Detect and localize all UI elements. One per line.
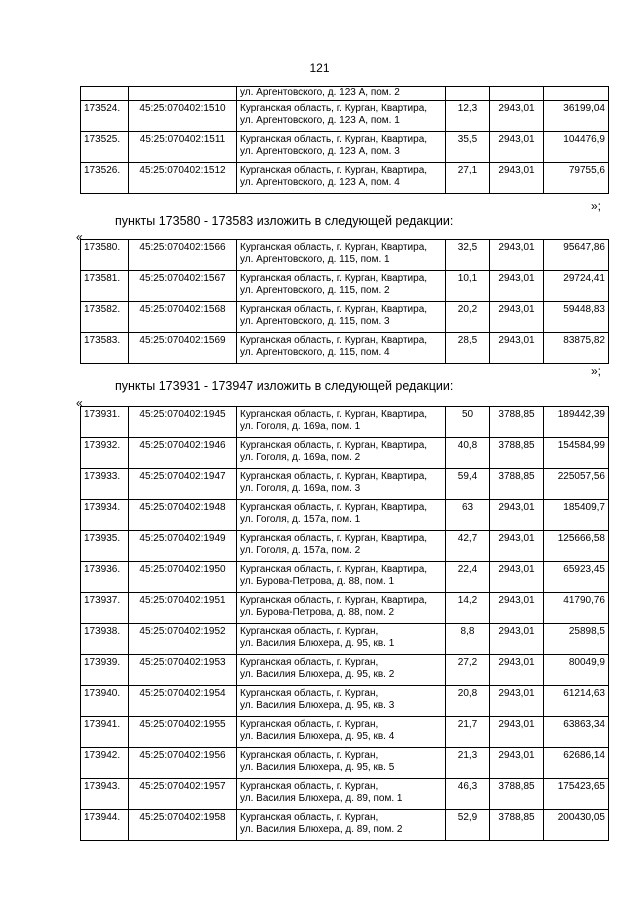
address — [237, 624, 446, 655]
address-line-2: ул. Гоголя, д. 157а, пом. 1 — [240, 514, 361, 525]
area-value: 22,4 — [446, 562, 490, 593]
records-table-2 — [80, 239, 609, 364]
address — [237, 240, 446, 271]
address-line-1: Курганская область, г. Курган, — [240, 626, 379, 637]
cadastral-number: 45:25:070402:1948 — [129, 500, 237, 531]
record-number: 173932. — [81, 438, 129, 469]
rate-value: 2943,01 — [490, 531, 544, 562]
address — [237, 333, 446, 364]
area-value: 32,5 — [446, 240, 490, 271]
address-line-2: ул. Василия Блюхера, д. 95, кв. 4 — [240, 731, 395, 742]
table-row — [81, 302, 609, 333]
closing-quote: »; — [591, 364, 602, 378]
amendment-instruction: пункты 173931 - 173947 изложить в следующей редакции: — [115, 379, 454, 393]
cadastral-number: 45:25:070402:1950 — [129, 562, 237, 593]
record-number: 173934. — [81, 500, 129, 531]
cadastral-number: 45:25:070402:1945 — [129, 407, 237, 438]
record-number: 173943. — [81, 779, 129, 810]
cadastral-number: 45:25:070402:1566 — [129, 240, 237, 271]
address — [237, 779, 446, 810]
closing-quote: »; — [591, 199, 602, 213]
area-value: 8,8 — [446, 624, 490, 655]
cost-value: 95647,86 — [544, 240, 609, 271]
table-row — [81, 655, 609, 686]
record-number: 173944. — [81, 810, 129, 841]
area-value: 50 — [446, 407, 490, 438]
record-number: 173933. — [81, 469, 129, 500]
table-row — [81, 333, 609, 364]
cost-value: 185409,7 — [544, 500, 609, 531]
address-line-1: Курганская область, г. Курган, — [240, 750, 379, 761]
address-line-2: ул. Аргентовского, д. 115, пом. 2 — [240, 285, 390, 296]
cost-value: 63863,34 — [544, 717, 609, 748]
address-line-2: ул. Гоголя, д. 169а, пом. 3 — [240, 483, 361, 494]
area-value: 28,5 — [446, 333, 490, 364]
cadastral-number: 45:25:070402:1946 — [129, 438, 237, 469]
rate-value: 2943,01 — [490, 748, 544, 779]
cost-value: 83875,82 — [544, 333, 609, 364]
record-number: 173526. — [81, 163, 129, 194]
address — [237, 655, 446, 686]
address-line-1: Курганская область, г. Курган, Квартира, — [240, 304, 428, 315]
address — [237, 132, 446, 163]
record-number: 173940. — [81, 686, 129, 717]
address-line-2: ул. Аргентовского, д. 115, пом. 1 — [240, 254, 390, 265]
address-line-2: ул. Василия Блюхера, д. 95, кв. 1 — [240, 638, 395, 649]
address-line-2: ул. Аргентовского, д. 115, пом. 3 — [240, 316, 390, 327]
address — [237, 562, 446, 593]
cost-value: 104476,9 — [544, 132, 609, 163]
address — [237, 469, 446, 500]
area-value: 21,7 — [446, 717, 490, 748]
area-value: 46,3 — [446, 779, 490, 810]
table-row — [81, 163, 609, 194]
area-value: 35,5 — [446, 132, 490, 163]
record-number: 173936. — [81, 562, 129, 593]
address — [237, 271, 446, 302]
address — [237, 686, 446, 717]
cadastral-number: 45:25:070402:1956 — [129, 748, 237, 779]
area-value: 52,9 — [446, 810, 490, 841]
table-row — [81, 101, 609, 132]
table-row — [81, 624, 609, 655]
amendment-instruction: пункты 173580 - 173583 изложить в следующей редакции: — [115, 214, 454, 228]
cadastral-number: 45:25:070402:1952 — [129, 624, 237, 655]
cost-value: 59448,83 — [544, 302, 609, 333]
rate-value: 2943,01 — [490, 717, 544, 748]
table-row — [81, 469, 609, 500]
record-number: 173942. — [81, 748, 129, 779]
cost-value: 80049,9 — [544, 655, 609, 686]
area-value: 59,4 — [446, 469, 490, 500]
address-line-2: ул. Гоголя, д. 157а, пом. 2 — [240, 545, 361, 556]
area-value: 27,1 — [446, 163, 490, 194]
cost-value: 200430,05 — [544, 810, 609, 841]
table-row — [81, 748, 609, 779]
record-number: 173524. — [81, 101, 129, 132]
address-line-1: Курганская область, г. Курган, Квартира, — [240, 471, 428, 482]
record-number: 173583. — [81, 333, 129, 364]
address-line-1: Курганская область, г. Курган, Квартира, — [240, 134, 428, 145]
address-line-2: ул. Василия Блюхера, д. 89, пом. 2 — [240, 824, 403, 835]
table-row — [81, 531, 609, 562]
records-table-1 — [80, 86, 609, 194]
cadastral-number: 45:25:070402:1511 — [129, 132, 237, 163]
address-line-1: Курганская область, г. Курган, Квартира, — [240, 440, 428, 451]
table-row — [81, 438, 609, 469]
address-line-2: ул. Аргентовского, д. 115, пом. 4 — [240, 347, 390, 358]
address-line-1: Курганская область, г. Курган, — [240, 781, 379, 792]
cadastral-number: 45:25:070402:1958 — [129, 810, 237, 841]
address-line-2: ул. Василия Блюхера, д. 89, пом. 1 — [240, 793, 403, 804]
opening-quote: « — [76, 396, 83, 410]
address-line-1: Курганская область, г. Курган, Квартира, — [240, 273, 428, 284]
address — [237, 500, 446, 531]
address-line-2: ул. Василия Блюхера, д. 95, кв. 5 — [240, 762, 395, 773]
address-line-2: ул. Аргентовского, д. 123 А, пом. 3 — [240, 146, 400, 157]
table-row — [81, 810, 609, 841]
rate-value: 2943,01 — [490, 302, 544, 333]
record-number: 173937. — [81, 593, 129, 624]
area-value: 42,7 — [446, 531, 490, 562]
rate-value: 3788,85 — [490, 438, 544, 469]
record-number: 173941. — [81, 717, 129, 748]
record-number: 173935. — [81, 531, 129, 562]
table-row — [81, 132, 609, 163]
address — [237, 163, 446, 194]
cost-value: 62686,14 — [544, 748, 609, 779]
rate-value: 2943,01 — [490, 686, 544, 717]
cadastral-number: 45:25:070402:1951 — [129, 593, 237, 624]
records-table-3 — [80, 406, 609, 841]
table-row — [81, 593, 609, 624]
cost-value: 61214,63 — [544, 686, 609, 717]
table-row-continuation — [81, 87, 609, 101]
cadastral-number: 45:25:070402:1947 — [129, 469, 237, 500]
record-number: 173582. — [81, 302, 129, 333]
cadastral-number: 45:25:070402:1954 — [129, 686, 237, 717]
rate-value: 2943,01 — [490, 500, 544, 531]
cadastral-number: 45:25:070402:1567 — [129, 271, 237, 302]
cost-value: 65923,45 — [544, 562, 609, 593]
area-value: 21,3 — [446, 748, 490, 779]
address — [237, 810, 446, 841]
table-row — [81, 271, 609, 302]
area-value: 12,3 — [446, 101, 490, 132]
address — [237, 407, 446, 438]
area-value: 40,8 — [446, 438, 490, 469]
address-line-2: ул. Бурова-Петрова, д. 88, пом. 2 — [240, 607, 395, 618]
address-line-1: Курганская область, г. Курган, — [240, 657, 379, 668]
cost-value: 41790,76 — [544, 593, 609, 624]
record-number: 173581. — [81, 271, 129, 302]
rate-value: 3788,85 — [490, 469, 544, 500]
rate-value: 2943,01 — [490, 132, 544, 163]
address-line-1: Курганская область, г. Курган, Квартира, — [240, 165, 428, 176]
rate-value: 2943,01 — [490, 562, 544, 593]
cadastral-number: 45:25:070402:1953 — [129, 655, 237, 686]
address-line-2: ул. Аргентовского, д. 123 А, пом. 1 — [240, 115, 400, 126]
record-number: 173938. — [81, 624, 129, 655]
cost-value: 189442,39 — [544, 407, 609, 438]
record-number: 173580. — [81, 240, 129, 271]
record-number: 173525. — [81, 132, 129, 163]
cost-value: 36199,04 — [544, 101, 609, 132]
table-row — [81, 240, 609, 271]
rate-value: 2943,01 — [490, 333, 544, 364]
address-line-2: ул. Василия Блюхера, д. 95, кв. 2 — [240, 669, 395, 680]
area-value: 10,1 — [446, 271, 490, 302]
table-row — [81, 562, 609, 593]
area-value: 20,2 — [446, 302, 490, 333]
cadastral-number: 45:25:070402:1949 — [129, 531, 237, 562]
address — [237, 531, 446, 562]
cadastral-number: 45:25:070402:1955 — [129, 717, 237, 748]
cadastral-number: 45:25:070402:1957 — [129, 779, 237, 810]
address-line-1: Курганская область, г. Курган, — [240, 812, 379, 823]
table-row — [81, 500, 609, 531]
table-row — [81, 407, 609, 438]
table-row — [81, 686, 609, 717]
record-number: 173939. — [81, 655, 129, 686]
area-value: 14,2 — [446, 593, 490, 624]
address — [237, 748, 446, 779]
address-line-1: Курганская область, г. Курган, Квартира, — [240, 533, 428, 544]
cost-value: 25898,5 — [544, 624, 609, 655]
address-line-2: ул. Бурова-Петрова, д. 88, пом. 1 — [240, 576, 395, 587]
rate-value: 2943,01 — [490, 624, 544, 655]
address-line-1: Курганская область, г. Курган, — [240, 719, 379, 730]
address-line-1: Курганская область, г. Курган, — [240, 688, 379, 699]
address-line-2: ул. Гоголя, д. 169а, пом. 1 — [240, 421, 361, 432]
rate-value: 3788,85 — [490, 407, 544, 438]
address — [237, 717, 446, 748]
rate-value: 2943,01 — [490, 240, 544, 271]
cost-value: 125666,58 — [544, 531, 609, 562]
address-line-2: ул. Аргентовского, д. 123 А, пом. 4 — [240, 177, 400, 188]
area-value: 63 — [446, 500, 490, 531]
address-line-1: Курганская область, г. Курган, Квартира, — [240, 502, 428, 513]
address-line-1: Курганская область, г. Курган, Квартира, — [240, 564, 428, 575]
address — [237, 593, 446, 624]
cadastral-number: 45:25:070402:1568 — [129, 302, 237, 333]
cadastral-number: 45:25:070402:1569 — [129, 333, 237, 364]
address-line-2: ул. Гоголя, д. 169а, пом. 2 — [240, 452, 361, 463]
opening-quote: « — [76, 230, 83, 244]
cost-value: 154584,99 — [544, 438, 609, 469]
rate-value: 3788,85 — [490, 779, 544, 810]
rate-value: 2943,01 — [490, 271, 544, 302]
address-line-1: Курганская область, г. Курган, Квартира, — [240, 335, 428, 346]
rate-value: 2943,01 — [490, 593, 544, 624]
rate-value: 2943,01 — [490, 163, 544, 194]
address-line-1: Курганская область, г. Курган, Квартира, — [240, 409, 428, 420]
area-value: 27,2 — [446, 655, 490, 686]
cadastral-number: 45:25:070402:1512 — [129, 163, 237, 194]
table-row — [81, 717, 609, 748]
cost-value: 79755,6 — [544, 163, 609, 194]
cost-value: 29724,41 — [544, 271, 609, 302]
address-line-1: Курганская область, г. Курган, Квартира, — [240, 103, 428, 114]
rate-value: 2943,01 — [490, 101, 544, 132]
table-row — [81, 779, 609, 810]
address — [237, 302, 446, 333]
page-number: 121 — [309, 61, 330, 75]
cadastral-number: 45:25:070402:1510 — [129, 101, 237, 132]
rate-value: 2943,01 — [490, 655, 544, 686]
record-number: 173931. — [81, 407, 129, 438]
address-line-1: Курганская область, г. Курган, Квартира, — [240, 595, 428, 606]
address — [237, 438, 446, 469]
cost-value: 175423,65 — [544, 779, 609, 810]
address-continuation: ул. Аргентовского, д. 123 А, пом. 2 — [240, 87, 400, 98]
address-line-1: Курганская область, г. Курган, Квартира, — [240, 242, 428, 253]
address-line-2: ул. Василия Блюхера, д. 95, кв. 3 — [240, 700, 395, 711]
address — [237, 101, 446, 132]
cost-value: 225057,56 — [544, 469, 609, 500]
area-value: 20,8 — [446, 686, 490, 717]
rate-value: 3788,85 — [490, 810, 544, 841]
